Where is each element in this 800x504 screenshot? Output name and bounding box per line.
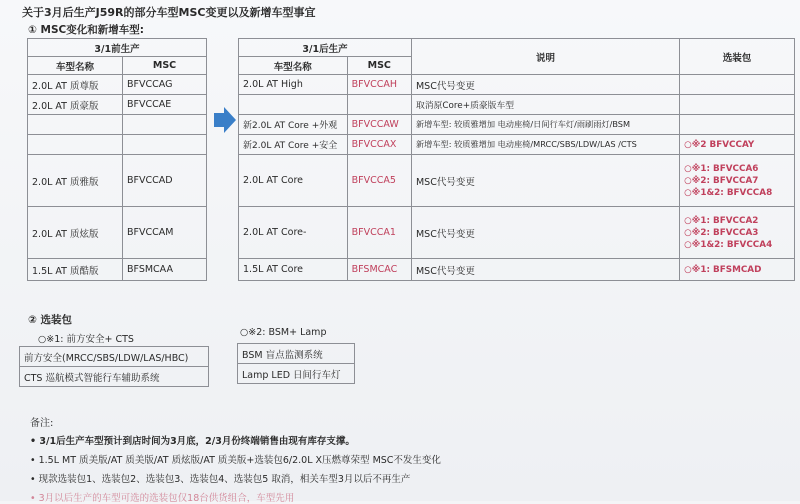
option-pkg2-title: ○※2: BSM+ Lamp [240, 327, 327, 338]
section2-heading: ② 选装包 [28, 314, 73, 326]
right-row-desc: 新增车型: 较质雅增加 电动座椅/日间行车灯/雨刷雨灯/BSM [411, 115, 679, 135]
note-line: • 3月以后生产的车型可选的选装包仅18台供货组合，车型先用 [30, 493, 295, 504]
right-row-msc: BFVCCAW [347, 115, 411, 135]
option-pkg2-item: BSM 盲点监测系统 [238, 344, 355, 364]
left-col-model: 车型名称 [28, 57, 123, 75]
right-row-pkg [680, 115, 795, 135]
right-row-model [239, 95, 348, 115]
right-row-model: 2.0L AT Core [239, 155, 348, 207]
right-arrow-icon [214, 107, 236, 133]
left-row-msc: BFVCCAM [123, 207, 207, 259]
right-row-msc [347, 95, 411, 115]
left-row-model: 2.0L AT 质尊版 [28, 75, 123, 95]
right-row-model: 新2.0L AT Core +外观 [239, 115, 348, 135]
left-row-model: 2.0L AT 质炫版 [28, 207, 123, 259]
option-pkg1-title: ○※1: 前方安全+ CTS [38, 334, 134, 345]
right-col-pkg: 选装包 [680, 39, 795, 75]
option-pkg2-table [237, 343, 355, 384]
note-line: • 现款选装包1、选装包2、选装包3、选装包4、选装包5 取消，相关车型3月以后不再生产 [30, 474, 411, 485]
right-row-model: 新2.0L AT Core +安全 [239, 135, 348, 155]
before-production-table [27, 38, 207, 281]
left-row-model: 1.5L AT 质酷版 [28, 259, 123, 281]
right-row-msc: BFVCCA5 [347, 155, 411, 207]
left-row-model: 2.0L AT 质豪版 [28, 95, 123, 115]
right-row-model: 1.5L AT Core [239, 259, 348, 281]
right-col-desc: 说明 [411, 39, 679, 75]
note-line: • 1.5L MT 质美版/AT 质美版/AT 质炫版/AT 质美版+选装包6/2.0L X压燃尊荣型 MSC不发生变化 [30, 455, 441, 466]
right-row-desc: MSC代号变更 [411, 75, 679, 95]
right-row-model: 2.0L AT High [239, 75, 348, 95]
right-row-pkg: ○※1: BFVCCA6 ○※2: BFVCCA7 ○※1&2: BFVCCA8 [680, 155, 795, 207]
left-row-msc [123, 115, 207, 135]
right-col-model: 车型名称 [239, 57, 348, 75]
document-title: 关于3月后生产J59R的部分车型MSC变更以及新增车型事宜 [22, 6, 316, 19]
left-row-msc: BFVCCAG [123, 75, 207, 95]
right-row-msc: BFSMCAC [347, 259, 411, 281]
option-pkg1-item: 前方安全(MRCC/SBS/LDW/LAS/HBC) [20, 347, 209, 367]
right-group-header: 3/1后生产 [239, 39, 412, 57]
right-row-desc: 取消原Core+质豪版车型 [411, 95, 679, 115]
right-row-pkg: ○※1: BFVCCA2 ○※2: BFVCCA3 ○※1&2: BFVCCA4 [680, 207, 795, 259]
option-pkg1-item: CTS 巡航模式智能行车辅助系统 [20, 367, 209, 387]
section1-heading: ① MSC变化和新增车型: [28, 24, 144, 36]
right-row-pkg: ○※2 BFVCCAY [680, 135, 795, 155]
left-row-msc: BFSMCAA [123, 259, 207, 281]
right-row-pkg [680, 75, 795, 95]
notes-heading: 备注: [30, 418, 54, 429]
left-row-msc: BFVCCAD [123, 155, 207, 207]
right-col-msc: MSC [347, 57, 411, 75]
right-row-desc: MSC代号变更 [411, 207, 679, 259]
left-row-model: 2.0L AT 质雅版 [28, 155, 123, 207]
right-row-desc: MSC代号变更 [411, 155, 679, 207]
right-row-pkg [680, 95, 795, 115]
right-row-msc: BFVCCAH [347, 75, 411, 95]
right-row-msc: BFVCCA1 [347, 207, 411, 259]
option-pkg2-item: Lamp LED 日间行车灯 [238, 364, 355, 384]
right-row-desc: MSC代号变更 [411, 259, 679, 281]
right-row-model: 2.0L AT Core- [239, 207, 348, 259]
right-row-msc: BFVCCAX [347, 135, 411, 155]
after-production-table [238, 38, 795, 281]
left-row-model [28, 115, 123, 135]
left-row-msc: BFVCCAE [123, 95, 207, 115]
left-row-msc [123, 135, 207, 155]
left-row-model [28, 135, 123, 155]
right-row-desc: 新增车型: 较质雅增加 电动座椅/MRCC/SBS/LDW/LAS /CTS [411, 135, 679, 155]
left-group-header: 3/1前生产 [28, 39, 207, 57]
left-col-msc: MSC [123, 57, 207, 75]
note-line: • 3/1后生产车型预计到店时间为3月底，2/3月份终端销售由现有库存支撑。 [30, 436, 355, 447]
option-pkg1-table [19, 346, 209, 387]
right-row-pkg: ○※1: BFSMCAD [680, 259, 795, 281]
